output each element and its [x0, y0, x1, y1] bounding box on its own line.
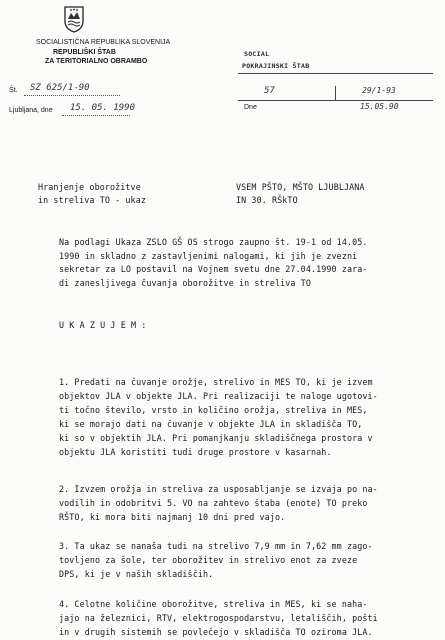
point-line: in v drugih sistemih se povlečejo v skladišča TO oziroma JLA. [59, 627, 373, 637]
point-line: jajo na železnici, RTV, elektrogospodarstvu, letališčih, pošti [59, 613, 378, 623]
point-line: 3. Ta ukaz se nanaša tudi na strelivo 7,9 mm in 7,62 mm zago- [59, 541, 373, 551]
stamp-line2: POKRAJINSKI ŠTAB [242, 62, 310, 70]
point-line: objektu JLA koristiti tudi druge prostore v kasarnah. [59, 447, 332, 457]
point-line: tovljeno za šole, ter oborožitev in strelivo enot za zveze [59, 555, 358, 565]
stamp-rule-2 [238, 100, 433, 101]
stamp-line1: SOCIAL [244, 50, 270, 58]
subject-line1: Hranjenje oborožitve [38, 182, 141, 192]
stamp-field-left: 57 [264, 86, 275, 96]
point-line: objektov JLA v objekte JLA. Pri realizaciji te naloge ugotovi- [59, 391, 378, 401]
stamp-field-right: 29/1-93 [362, 86, 396, 95]
document-date: 15. 05. 1990 [70, 103, 136, 113]
intro-line: 1990 in skladno z zastavljenimi nalogami, ki jih je zvezni [59, 251, 358, 261]
org-name-line1: SOCIALISTIČNA REPUBLIKA SLOVENIJA [36, 39, 171, 46]
point-line: 4. Celotne količine oborožitve, streliva in MES, ki se naha- [59, 599, 368, 609]
point-line: DPS, ki je v naših skladiščih. [59, 569, 214, 579]
coat-of-arms-icon [63, 5, 85, 33]
point-line: ki se morajo dati na čuvanje v objekte JLA in skladišča TO, [59, 419, 363, 429]
point-line: ki so v objektih JLA. Pri pomanjkanju skladiščnega prostora v [59, 433, 373, 443]
intro-line: di zanesljivega čuvanja oborožitve in streliva TO [59, 278, 311, 288]
org-name-line3: ZA TERITORIALNO OBRAMBO [45, 58, 148, 65]
command-heading: U K A Z U J E M : [59, 320, 147, 330]
intro-line: sekretar za LO postavil na Vojnem svetu dne 27.04.1990 zara- [59, 264, 368, 274]
stamp-rule-1 [238, 73, 433, 74]
number-label: Št. [9, 87, 18, 94]
reference-number: SZ 625/1-90 [30, 83, 90, 93]
point-line: 2. Izvzem orožja in streliva za usposabljanje se izvaja po na- [59, 484, 378, 494]
point-line: RŠTO, ki mora biti najmanj 10 dni pred vajo. [59, 512, 286, 522]
addressee-line2: IN 30. RŠkTO [236, 195, 298, 205]
number-dotline [24, 95, 120, 96]
org-name-line2: REPUBLIŠKI ŠTAB [53, 49, 116, 56]
stamp-dne-value: 15.05.90 [360, 102, 399, 111]
point-line: 1. Predati na čuvanje orožje, strelivo in MES TO, ki je izvem [59, 377, 373, 387]
place-date-label: Ljubljana, dne [9, 107, 53, 114]
point-line: ti točno število, vrsto in količino orožja, streliva in MES, [59, 405, 368, 415]
subject-line2: in streliva TO - ukaz [38, 195, 146, 205]
stamp-dne-label: Dne [244, 104, 257, 111]
intro-line: Na podlagi Ukaza ZSLO GŠ OS strogo zaupno št. 19-1 od 14.05. [59, 237, 368, 247]
date-dotline [62, 115, 130, 116]
point-line: vodilih in odobritvi 5. VO na zahtevo štaba (enote) TO preko [59, 498, 368, 508]
addressee-line1: VSEM PŠTO, MŠTO LJUBLJANA [236, 182, 365, 192]
stamp-divider [335, 86, 336, 100]
